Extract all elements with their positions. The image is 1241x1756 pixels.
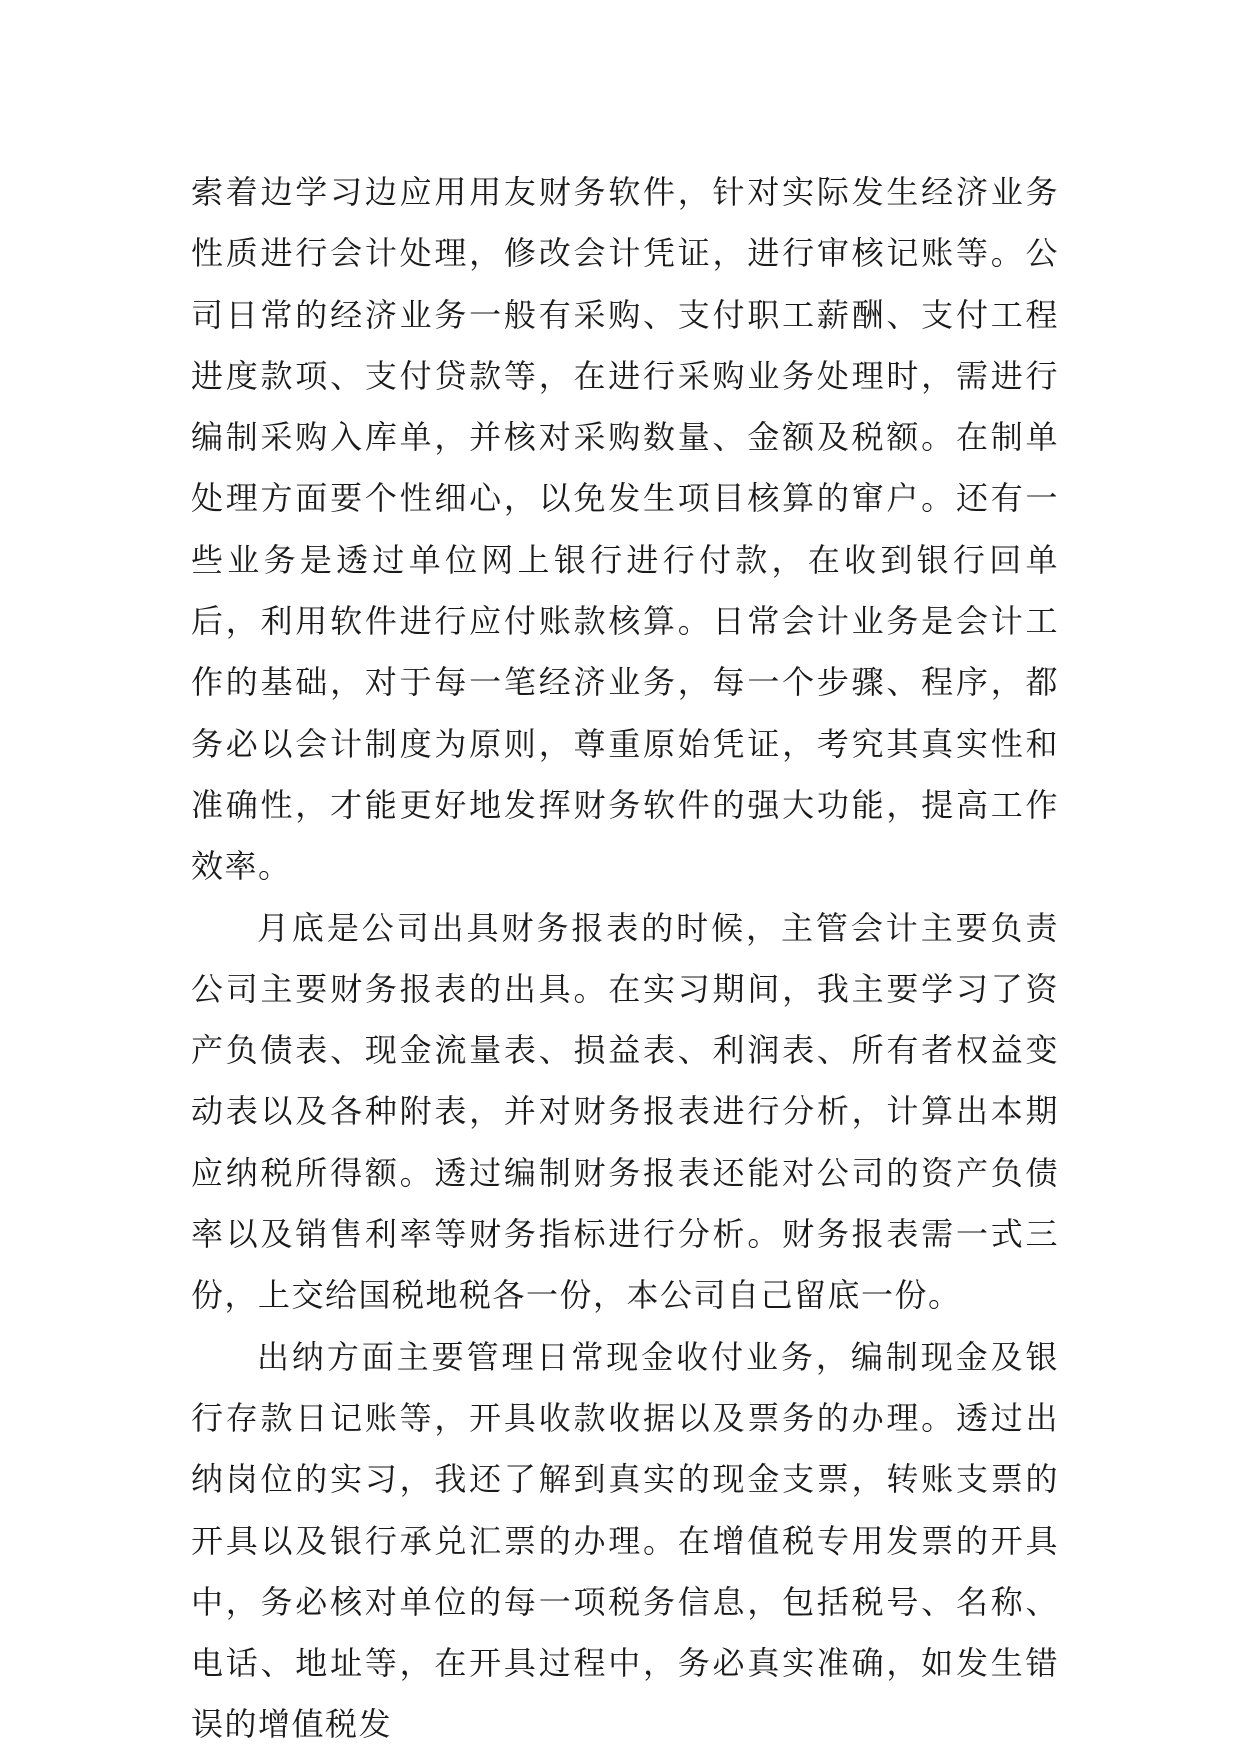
paragraph-cashier-duties: 出纳方面主要管理日常现金收付业务，编制现金及银行存款日记账等，开具收款收据以及票务的办理。透过出纳岗位的实习，我还了解到真实的现金支票，转账支票的开具以及银行承兑汇票的办理。在增值税专用发票的开具中，务必核对单位的每一项税务信息，包括税号、名称、电话、地址等，在开具过程中，务必真实准确，如发生错误的增值税发	[191, 1337, 1059, 1744]
document-body	[191, 162, 1059, 1756]
paragraph-financial-statements: 月底是公司出具财务报表的时候，主管会计主要负责公司主要财务报表的出具。在实习期间，我主要学习了资产负债表、现金流量表、损益表、利润表、所有者权益变动表以及各种附表，并对财务报表进行分析，计算出本期应纳税所得额。透过编制财务报表还能对公司的资产负债率以及销售利率等财务指标进行分析。财务报表需一式三份，上交给国税地税各一份，本公司自己留底一份。	[191, 908, 1059, 1315]
paragraph-continuation: 索着边学习边应用用友财务软件，针对实际发生经济业务性质进行会计处理，修改会计凭证，进行审核记账等。公司日常的经济业务一般有采购、支付职工薪酬、支付工程进度款项、支付贷款等，在进行采购业务处理时，需进行编制采购入库单，并核对采购数量、金额及税额。在制单处理方面要个性细心，以免发生项目核算的窜户。还有一些业务是透过单位网上银行进行付款，在收到银行回单后，利用软件进行应付账款核算。日常会计业务是会计工作的基础，对于每一笔经济业务，每一个步骤、程序，都务必以会计制度为原则，尊重原始凭证，考究其真实性和准确性，才能更好地发挥财务软件的强大功能，提高工作效率。	[191, 173, 1059, 886]
